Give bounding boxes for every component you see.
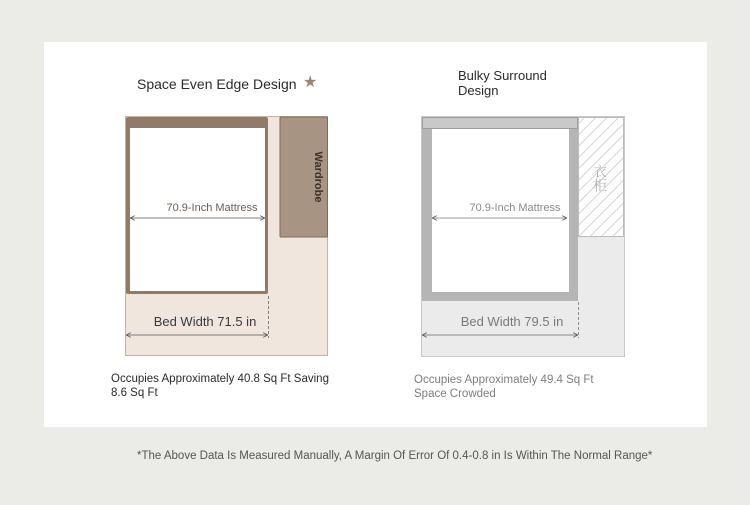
right-title-line2: Design	[458, 83, 499, 98]
right-bed-width-label: Bed Width 79.5 in	[460, 314, 564, 329]
left-caption	[111, 372, 351, 400]
right-wardrobe-label: 衣柜	[592, 164, 608, 192]
right-caption	[414, 373, 639, 401]
left-floor-plan	[126, 117, 328, 356]
measurement-footnote: *The Above Data Is Measured Manually, A Margin Of Error Of 0.4-0.8 in Is Within The Normal Range*	[137, 450, 653, 462]
left-caption-line1: Occupies Approximately 40.8 Sq Ft Saving	[111, 373, 329, 385]
star-icon: ★	[303, 74, 318, 91]
right-caption-line1: Occupies Approximately 49.4 Sq Ft	[414, 374, 594, 386]
left-mattress-label: 70.9-Inch Mattress	[166, 202, 258, 214]
right-mattress-label: 70.9-Inch Mattress	[469, 202, 561, 214]
left-caption-line2: 8.6 Sq Ft	[111, 387, 158, 399]
left-bed-width-label: Bed Width 71.5 in	[153, 314, 257, 329]
right-floor-plan	[422, 117, 625, 357]
right-title-line1: Bulky Surround	[458, 68, 547, 83]
left-wardrobe-label: Wardrobe	[312, 151, 324, 203]
right-headboard	[423, 118, 578, 129]
left-design-title: Space Even Edge Design	[137, 76, 297, 92]
right-caption-line2: Space Crowded	[414, 388, 496, 400]
